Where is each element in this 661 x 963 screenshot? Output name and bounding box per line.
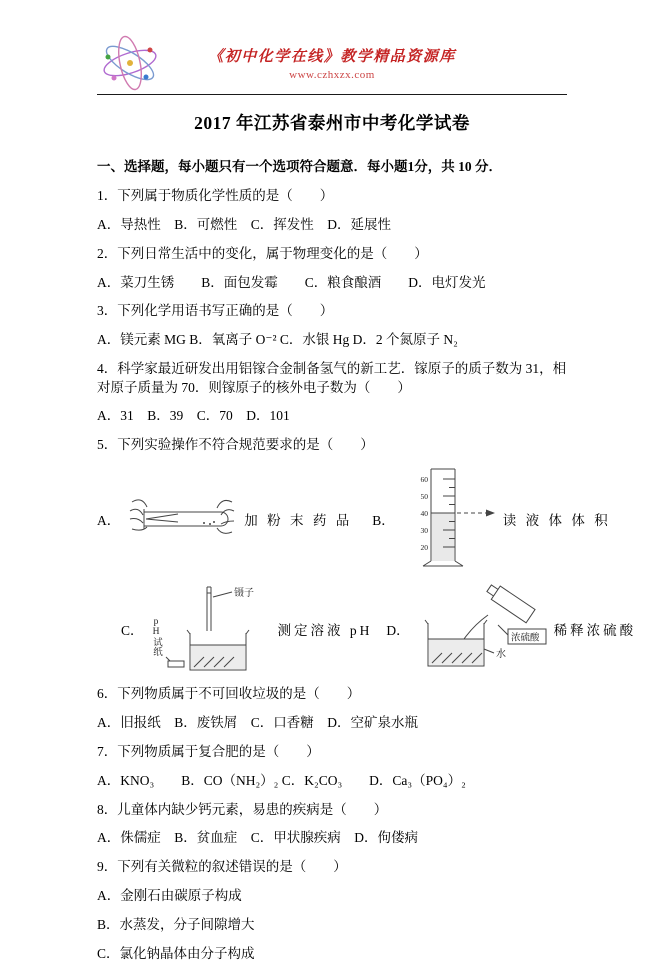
q3-options: A．镁元素 MG B．氧离子 O⁻² C．水银 Hg D．2 个氮原子 N₂ — [97, 332, 458, 348]
measure-ph-figure — [150, 583, 272, 675]
q4-options: A．31 B．39 C．70 D．101 — [97, 408, 290, 424]
q5-figure-row-2 — [97, 583, 637, 675]
cylinder-scale-40: 40 — [420, 509, 428, 519]
q3-stem: 3．下列化学用语书写正确的是（ ） — [97, 303, 334, 319]
atom-logo — [99, 38, 161, 88]
site-banner — [97, 38, 567, 92]
dilute-acid-figure — [416, 585, 548, 673]
q5-option-c-label: C． — [121, 623, 144, 639]
q9-option-b: B．水蒸发，分子间隙增大 — [97, 916, 255, 932]
cylinder-scale-60: 60 — [420, 475, 428, 485]
ph-paper-label: pH试纸 — [150, 617, 161, 657]
banner-title: 《初中化学在线》教学精品资源库 — [208, 49, 456, 65]
q2-options: A．菜刀生锈 B．面包发霉 C．粮食酿酒 D．电灯发光 — [97, 274, 486, 290]
section-heading: 一、选择题，每小题只有一个选项符合题意．每小题1分，共 10 分． — [97, 159, 502, 174]
q5-caption-c: 测定溶液 pH — [277, 623, 373, 639]
q1-stem: 1．下列属于物质化学性质的是（ ） — [97, 188, 334, 203]
q5-option-d-label: D． — [386, 623, 410, 639]
q2-stem: 2．下列日常生活中的变化，属于物理变化的是（ ） — [97, 245, 428, 261]
q5-caption-a: 加 粉 末 药 品 — [244, 513, 353, 529]
add-powder-figure — [126, 490, 238, 548]
q9-stem: 9．下列有关微粒的叙述错误的是（ ） — [97, 859, 347, 875]
header-divider — [97, 94, 567, 95]
acid-label: 浓硫酸 — [510, 633, 540, 644]
cylinder-scale-30: 30 — [420, 526, 428, 536]
q5-figure-row-1 — [97, 465, 611, 573]
q7-stem: 7．下列物质属于复合肥的是（ ） — [97, 743, 320, 759]
read-volume-figure — [401, 465, 497, 573]
cylinder-scale-20: 20 — [420, 543, 428, 553]
q9-option-c: C．氯化钠晶体由分子构成 — [97, 945, 255, 961]
q6-stem: 6．下列物质属于不可回收垃圾的是（ ） — [97, 686, 361, 702]
water-label: 水 — [495, 649, 506, 661]
q9-option-a: A．金刚石由碳原子构成 — [97, 888, 242, 904]
cylinder-scale-50: 50 — [420, 492, 428, 502]
q5-option-b-label: B． — [372, 513, 395, 529]
banner-text-block — [97, 38, 567, 81]
q1-options: A．导热性 B．可燃性 C．挥发性 D．延展性 — [97, 216, 392, 232]
q5-caption-b: 读 液 体 体 积 — [502, 513, 611, 529]
q8-stem: 8．儿童体内缺少钙元素，易患的疾病是（ ） — [97, 801, 388, 817]
tweezers-label: 镊子 — [233, 588, 254, 600]
q7-options: A．KNO₃ B．CO（NH₂）₂ C．K₂CO₃ D．Ca₃（PO₄）₂ — [97, 772, 466, 788]
q5-caption-d: 稀释浓硫酸 — [553, 623, 637, 639]
q5-stem: 5．下列实验操作不符合规范要求的是（ ） — [97, 437, 374, 453]
banner-url-link[interactable]: www.czhxzx.com — [289, 69, 375, 81]
page-title: 2017 年江苏省泰州市中考化学试卷 — [194, 113, 470, 133]
q5-option-a-label: A． — [97, 513, 121, 529]
q6-options: A．旧报纸 B．废铁屑 C．口香糖 D．空矿泉水瓶 — [97, 714, 419, 730]
q4-stem: 4．科学家最近研发出用铝镓合金制备氢气的新工艺．镓原子的质子数为 31，相对原子质量为 70．则镓原子的核外电子数为（ ） — [97, 361, 567, 395]
q8-options: A．侏儒症 B．贫血症 C．甲状腺疾病 D．佝偻病 — [97, 830, 419, 846]
